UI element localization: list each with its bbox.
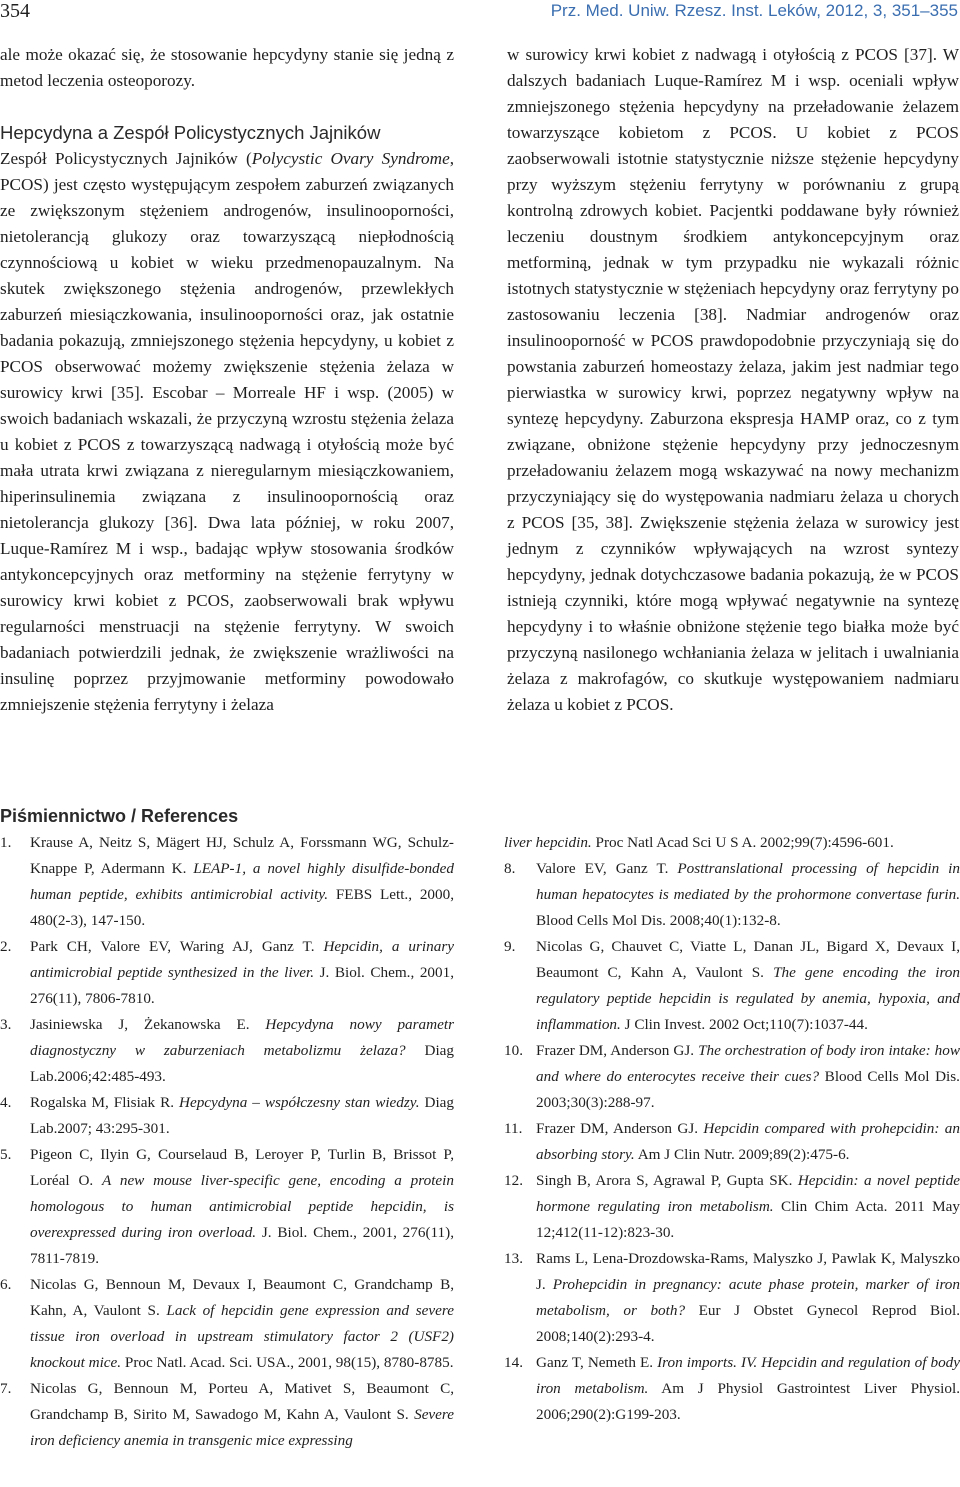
reference-source: Clin Chim Acta. 2011 May 12;412(11-12):823-30. [536, 1198, 960, 1241]
reference-title: Hepcydyna – współczesny stan wiedzy. [179, 1094, 420, 1111]
reference-authors: Frazer DM, Anderson GJ. [536, 1120, 704, 1137]
reference-text [536, 1350, 960, 1428]
reference-source: Blood Cells Mol Dis. 2003;30(3):288-97. [536, 1068, 960, 1111]
reference-text [30, 1142, 454, 1272]
reference-text [30, 1012, 454, 1090]
reference-authors: Rams L, Lena-Drozdowska-Rams, Malyszko J, Pawlak K, Malyszko J. [536, 1250, 960, 1293]
reference-title: Severe iron deficiency anemia in transgenic mice expressing [30, 1406, 454, 1449]
reference-item [504, 1168, 960, 1246]
reference-item [0, 1272, 454, 1376]
reference-authors: Valore EV, Ganz T. [536, 860, 678, 877]
reference-number: 10. [504, 1042, 523, 1059]
reference-text [30, 1272, 454, 1376]
reference-authors: Frazer DM, Anderson GJ. [536, 1042, 699, 1059]
reference-text [536, 1168, 960, 1246]
reference-source: Diag Lab.2006;42:485-493. [30, 1042, 455, 1085]
references-title: Piśmiennictwo / References [0, 806, 239, 826]
pcos-text-italic: Polycystic Ovary Syndrome [251, 149, 450, 168]
reference-authors: Pigeon C, Ilyin G, Courselaud B, Leroyer P, Turlin B, Brissot P, Loréal O. [30, 1146, 454, 1189]
reference-text [30, 934, 454, 1012]
reference-authors: Rogalska M, Flisiak R. [30, 1094, 179, 1111]
reference-text [536, 856, 960, 934]
reference-item [504, 1116, 960, 1168]
reference-number: 2. [0, 938, 12, 955]
reference-title: Iron imports. IV. Hepcidin and regulation of body iron metabolism. [536, 1354, 960, 1397]
page-number: 354 [0, 0, 30, 22]
reference-authors: Jasiniewska J, Żekanowska E. [30, 1016, 266, 1033]
reference-number: 12. [504, 1172, 523, 1189]
reference-number: 9. [504, 938, 516, 955]
pcos-text-a: Zespół Policystycznych Jajników ( [0, 149, 252, 168]
reference-number: 5. [0, 1146, 12, 1163]
reference-number: 14. [504, 1354, 523, 1371]
right-column [507, 42, 959, 718]
references-left [0, 830, 454, 1454]
reference-authors: Singh B, Arora S, Agrawal P, Gupta SK. [536, 1172, 798, 1189]
reference-number: 1. [0, 834, 12, 851]
reference-number: 8. [504, 860, 516, 877]
reference-number: 13. [504, 1250, 523, 1267]
reference-source: Eur J Obstet Gynecol Reprod Biol. 2008;140(2):293-4. [536, 1302, 960, 1345]
reference-authors: Ganz T, Nemeth E. [536, 1354, 658, 1371]
reference-item [504, 934, 960, 1038]
reference-source: FEBS Lett., 2000, 480(2-3), 147-150. [30, 886, 454, 929]
reference-item [0, 1142, 454, 1272]
reference-number: 11. [504, 1120, 523, 1137]
reference-number: 3. [0, 1016, 12, 1033]
reference-item [504, 1246, 960, 1350]
reference-source: Am J Clin Nutr. 2009;89(2):475-6. [634, 1146, 850, 1163]
reference-title: Posttranslational processing of hepcidin in human hepatocytes is mediated by the prohormone convertase furin. [536, 860, 960, 903]
reference-item [0, 1090, 454, 1142]
reference-tail: Proc Natl Acad Sci U S A. 2002;99(7):4596-601. [591, 834, 894, 851]
reference-title: A new mouse liver-specific gene, encoding a protein homologous to human antimicrobial peptide hepcidin, is overexpressed during iron overload. [30, 1172, 454, 1241]
reference-text [30, 830, 454, 934]
reference-source: Blood Cells Mol Dis. 2008;40(1):132-8. [536, 912, 781, 929]
reference-text [30, 1376, 454, 1454]
intro-paragraph: ale może okazać się, że stosowanie hepcydyny stanie się jedną z metod leczenia osteoporozy. [0, 45, 454, 90]
journal-citation: Prz. Med. Uniw. Rzesz. Inst. Leków, 2012, 3, 351–355 [550, 1, 958, 20]
reference-title: Hepcidin compared with prohepcidin: an absorbing story. [536, 1120, 960, 1163]
reference-text [30, 1090, 454, 1142]
reference-item [504, 856, 960, 934]
section-heading: Hepcydyna a Zespół Policystycznych Jajników [0, 122, 381, 143]
reference-title: Hepcidin, a urinary antimicrobial peptide synthesized in the liver. [30, 938, 454, 981]
reference-item [504, 1038, 960, 1116]
reference-source: J. Biol. Chem., 2001, 276(11), 7811-7819. [30, 1224, 454, 1267]
reference-text [536, 934, 960, 1038]
reference-item [0, 1012, 454, 1090]
reference-title: The gene encoding the iron regulatory peptide hepcidin is regulated by anemia, hypoxia, and inflammation. [536, 964, 960, 1033]
right-paragraph: w surowicy krwi kobiet z nadwagą i otyłością z PCOS [37]. W dalszych badaniach Luque-Ramírez M i wsp. oceniali wpływ zmniejszonego stężenia hepcydyny na przeładowanie żelazem towarzyszące kobietom z PCOS. U kobiet z PCOS zaobserwowali istotnie statystycznie niższe stężenie hepcydyny przy wyższym stężeniu ferrytyny w porównaniu z grupą kontrolną zdrowych kobiet. Pacjentki poddawane były również leczeniu doustnym środkiem antykoncepcyjnym oraz metforminą, jednak w tym przypadku nie wykazali różnic istotnych statystycznie w stężeniach hepcydyny oraz ferrytyny po zastosowaniu leczenia [38]. Nadmiar androgenów oraz insulinooporność w PCOS prawdopodobnie przyczyniają się do powstania zaburzeń homeostazy żelaza, jakim jest nadmiar tego pierwiastka w surowicy krwi, poprzez negatywny wpływ na syntezę hepcydyny. Zaburzona ekspresja HAMP oraz, co z tym związane, obniżone stężenie hepcydyny przy jednoczesnym przeładowaniu żelazem mogą wskazywać na nowy mechanizm przyczyniający się do występowania nadmiaru żelaza u chorych z PCOS [35, 38]. Zwiększenie stężenia żelaza w surowicy jest jednym z czynników wpływających na wzrost syntezy hepcydyny, jednak dotychczasowe badania pokazują, że w PCOS istnieją czynniki, które mogą wpływać negatywnie na syntezę hepcydyny i to właśnie obniżone stężenie tego białka może być przyczyną nasilonego wchłaniania żelaza w jelitach i uwalniania żelaza z makrofagów, co skutkuje występowaniem nadmiaru żelaza u kobiet z PCOS. [507, 45, 959, 714]
reference-source: J Clin Invest. 2002 Oct;110(7):1037-44. [620, 1016, 868, 1033]
reference-italic: liver hepcidin. [504, 834, 592, 851]
reference-source: J. Biol. Chem., 2001, 276(11), 7806-7810. [30, 964, 454, 1007]
left-column [0, 42, 454, 718]
reference-authors: Krause A, Neitz S, Mägert HJ, Schulz A, Forssmann WG, Schulz-Knappe P, Adermann K. [30, 834, 454, 877]
reference-item [0, 934, 454, 1012]
reference-item [0, 1376, 454, 1454]
reference-authors: Nicolas G, Chauvet C, Viatte L, Danan JL, Bigard X, Devaux I, Beaumont C, Kahn A, Vaulont S. [536, 938, 960, 981]
reference-authors: Park CH, Valore EV, Waring AJ, Ganz T. [30, 938, 324, 955]
reference-number: 4. [0, 1094, 12, 1111]
reference-authors: Nicolas G, Bennoun M, Porteu A, Mativet S, Beaumont C, Grandchamp B, Sirito M, Sawadogo M, Kahn A, Vaulont S. [30, 1380, 454, 1423]
reference-title: Hepcydyna nowy parametr diagnostyczny w zaburzeniach metabolizmu żelaza? [30, 1016, 454, 1059]
pcos-paragraph [0, 146, 454, 718]
reference-source: Am J Physiol Gastrointest Liver Physiol. 2006;290(2):G199-203. [536, 1380, 960, 1423]
reference-source: Diag Lab.2007; 43:295-301. [30, 1094, 454, 1137]
reference-text [536, 1038, 960, 1116]
references-right [504, 830, 960, 1428]
reference-title: Prohepcidin in pregnancy: acute phase protein, marker of iron metabolism, or both? [536, 1276, 960, 1319]
reference-source: Proc Natl. Acad. Sci. USA., 2001, 98(15), 8780-8785. [121, 1354, 454, 1371]
pcos-text-b: , PCOS) jest często występującym zespołem zaburzeń związanych ze zwiększonym stężeniem androgenów, insulinooporności, nietolerancją glukozy oraz towarzyszącą niepłodnością czynnościową u kobiet w wieku przedmenopauzalnym. Na skutek zwiększonego stężenia androgenów, przewlekłych zaburzeń miesiączkowania, insulinooporności oraz, jak ostatnie badania pokazują, zmniejszonego stężenia hepcydyny, u kobiet z PCOS obserwować możemy zwiększenie stężenia żelaza w surowicy krwi [35]. Escobar – Morreale HF i wsp. (2005) w swoich badaniach wskazali, że przyczyną wzrostu stężenia żelaza u kobiet z PCOS z towarzyszącą nadwagą i otyłością może być mała utrata krwi związana z nieregularnym miesiączkowaniem, hiperinsulinemia związana z insulinoopornością oraz nietolerancja glukozy [36]. Dwa lata później, w roku 2007, Luque-Ramírez M i wsp., badając wpływ stosowania środków antykoncepcyjnych oraz metforminy na stężenie ferrytyny w surowicy krwi kobiet z PCOS, zaobserwowali brak wpływu regularności menstruacji na stężenie ferrytyny. W swoich badaniach potwierdzili jednak, że zwiększenie wrażliwości na insulinę poprzez przyjmowanie metforminy powodowało zmniejszenie stężenia ferrytyny i żelaza [0, 149, 454, 714]
reference-title: Hepcidin: a novel peptide hormone regulating iron metabolism. [536, 1172, 960, 1215]
reference-text [536, 1246, 960, 1350]
reference-continuation [504, 830, 960, 856]
reference-title: The orchestration of body iron intake: how and where do enterocytes receive their cues? [536, 1042, 960, 1085]
reference-title: LEAP-1, a novel highly disulfide-bonded human peptide, exhibits antimicrobial activity. [30, 860, 454, 903]
reference-text [536, 1116, 960, 1168]
reference-title: Lack of hepcidin gene expression and severe tissue iron overload in upstream stimulatory factor 2 (USF2) knockout mice. [30, 1302, 454, 1371]
reference-authors: Nicolas G, Bennoun M, Devaux I, Beaumont C, Grandchamp B, Kahn, A, Vaulont S. [30, 1276, 454, 1319]
reference-item [504, 1350, 960, 1428]
reference-item [0, 830, 454, 934]
reference-number: 6. [0, 1276, 12, 1293]
reference-number: 7. [0, 1380, 12, 1397]
